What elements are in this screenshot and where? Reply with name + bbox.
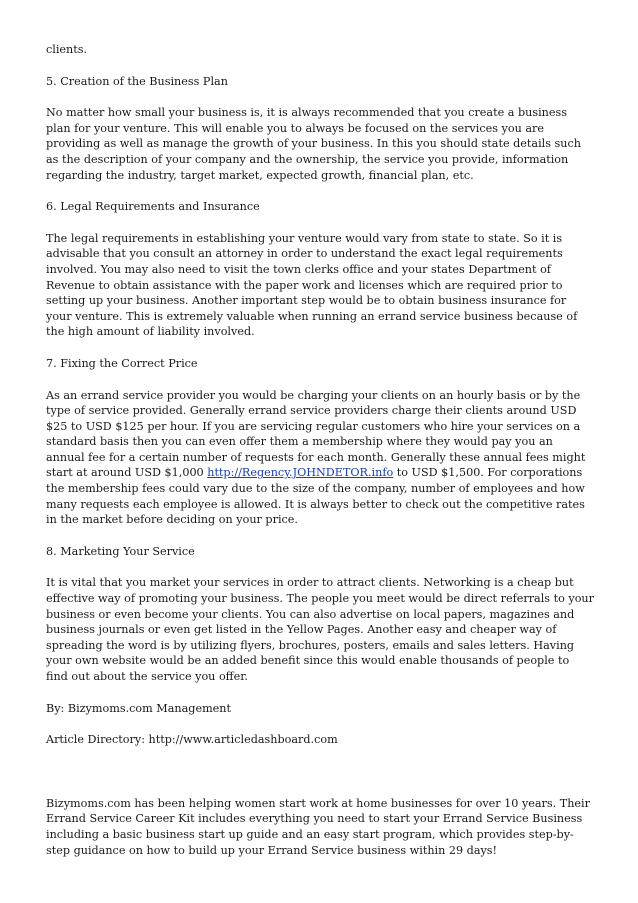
section-body-pricing — [46, 388, 594, 528]
byline: By: Bizymoms.com Management — [46, 701, 232, 715]
section-body-marketing: It is vital that you market your services in order to attract clients. Networking is a cheap but effective way of promoting your business. The people you meet would be direct referrals to your business or even become your clients. You can also advertise on local papers, magazines and business journals or even get listed in the Yellow Pages. Another easy and cheaper way of spreading the word is by utilizing flyers, brochures, posters, emails and sales letters. Having your own website would be an added benefit since this would enable thousands of people to find out about the service you offer. — [46, 576, 594, 683]
article-directory: Article Directory: http://www.articledashboard.com — [46, 733, 338, 747]
section-heading-pricing: 7. Fixing the Correct Price — [46, 356, 198, 370]
section-heading-marketing: 8. Marketing Your Service — [46, 544, 195, 558]
document-page — [46, 42, 594, 874]
regency-link[interactable]: http://Regency.JOHNDETOR.info — [207, 466, 394, 480]
section-body-legal: The legal requirements in establishing your venture would vary from state to state. So it is advisable that you consult an attorney in order to understand the exact legal requirements involved. You may also need to visit the town clerks office and your states Department of Revenue to obtain assistance with the paper work and licenses which are required prior to setting up your business. Another important step would be to obtain business insurance for your venture. This is extremely valuable when running an errand service business because of the high amount of liability involved. — [46, 231, 578, 339]
pricing-text-part-2: to USD $1,500. For corporations the membership fees could vary due to the size of the company, number of employees and how many requests each employee is allowed. It is always better to check out the competitive rates in the market before deciding on your price. — [46, 466, 585, 527]
section-body-business-plan: No matter how small your business is, it is always recommended that you create a business plan for your venture. This will enable you to always be focused on the services you are providing as well as manage the growth of your business. In this you should state details such as the description of your company and the ownership, the service you provide, information regarding the industry, target market, expected growth, financial plan, etc. — [46, 106, 581, 182]
spacer — [46, 764, 594, 796]
intro-fragment: clients. — [46, 43, 88, 56]
section-heading-legal: 6. Legal Requirements and Insurance — [46, 200, 260, 214]
section-heading-business-plan: 5. Creation of the Business Plan — [46, 74, 228, 88]
about-author: Bizymoms.com has been helping women start work at home businesses for over 10 years. Their Errand Service Career Kit includes everything you need to start your Errand Service Business including a basic business start up guide and an easy start program, which provides step-by-step guidance on how to build up your Errand Service business within 29 days! — [46, 796, 590, 857]
pricing-text-part-1: As an errand service provider you would be charging your clients on an hourly basis or by the type of service provided. Generally errand service providers charge their clients around USD $25 to USD $125 per hour. If you are servicing regular customers who hire your services on a standard basis then you can even offer them a membership where they would pay you an annual fee for a certain number of requests for each month. Generally these annual fees might start at around USD $1,000 — [46, 388, 586, 480]
